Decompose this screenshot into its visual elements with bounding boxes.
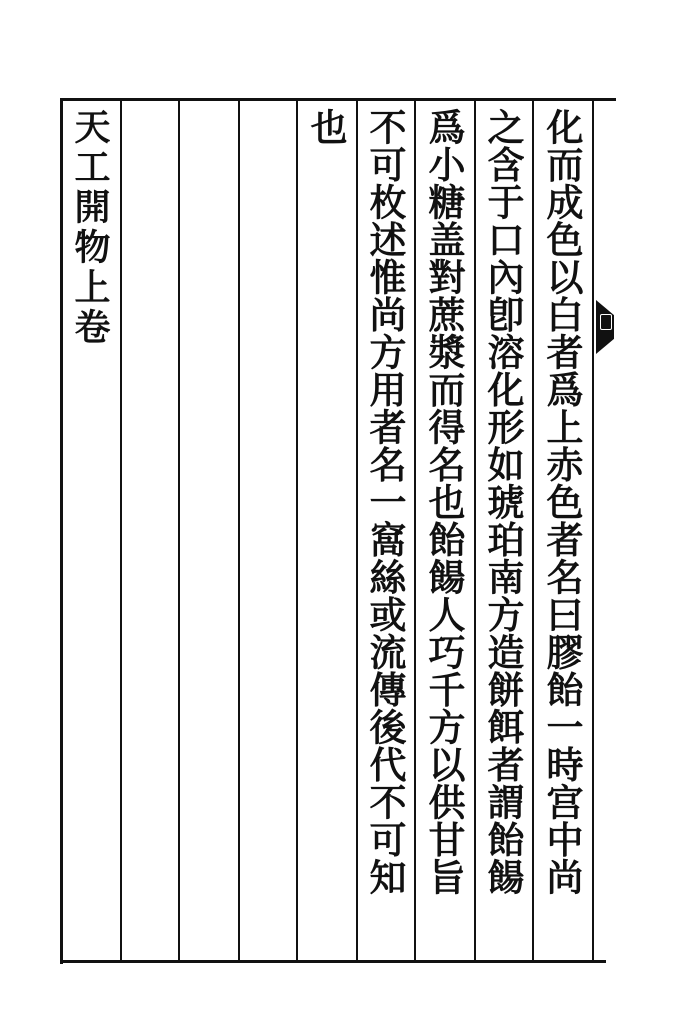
column-divider [238,98,240,962]
column-divider [120,98,122,962]
text-column-3: 爲小糖盖對蔗漿而得名也飴餳人巧千方以供甘旨 [422,108,466,896]
text-column-1: 化而成色以白者爲上赤色者名曰膠飴一時宫中尚 [540,108,584,896]
text-column-5: 也 [304,108,348,146]
text-column-2: 之含于口內卽溶化形如琥珀南方造餅餌者謂飴餳 [481,108,525,896]
column-divider [532,98,534,962]
margin-tab-inner-mark [600,314,612,330]
volume-title: 天工開物上卷 [69,108,111,348]
column-divider [356,98,358,962]
column-divider [178,98,180,962]
column-divider [474,98,476,962]
text-column-4: 不可枚述惟尚方用者名一窩絲或流傳後代不可知 [363,108,407,896]
bottom-border [60,960,606,963]
left-border [60,98,63,964]
column-divider [296,98,298,962]
column-divider [592,98,594,962]
column-divider [414,98,416,962]
